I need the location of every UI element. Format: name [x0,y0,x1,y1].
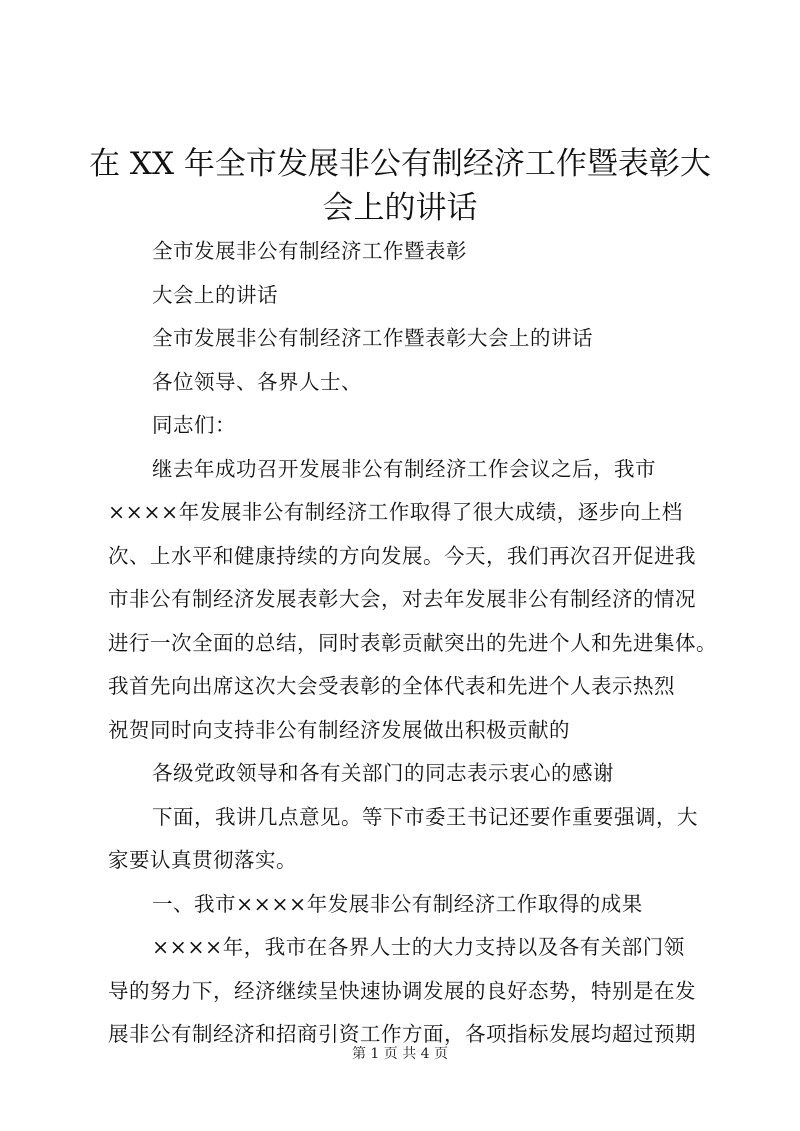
body-line: 祝贺同时向支持非公有制经济发展做出积极贡献的 [108,717,570,742]
body-line: 进行一次全面的总结，同时表彰贡献突出的先进个人和先进集体。 [108,630,717,655]
body-line: 同志们： [152,413,236,437]
body-line: 各级党政领导和各有关部门的同志表示衷心的感谢 [152,761,614,785]
body-line: 一、我市××××年发展非公有制经济工作取得的成果 [152,891,643,916]
body-line: 导的努力下，经济继续呈快速协调发展的良好态势，特别是在发 [108,978,696,1003]
body-line: 大会上的讲话 [152,282,278,307]
body-line: 次、上水平和健康持续的方向发展。今天，我们再次召开促进我 [108,543,696,568]
body-line: 继去年成功召开发展非公有制经济工作会议之后，我市 [152,456,656,481]
body-line: 下面，我讲几点意见。等下市委王书记还要作重要强调，大 [152,804,698,829]
body-line: ××××年，我市在各界人士的大力支持以及各有关部门领 [152,935,685,959]
body-line: 市非公有制经济发展表彰大会，对去年发展非公有制经济的情况 [108,587,696,611]
body-line: ××××年发展非公有制经济工作取得了很大成绩，逐步向上档 [108,500,683,524]
page-footer: 第 1 页 共 4 页 [351,1046,449,1062]
document-body [108,230,720,1057]
body-line: 各位领导、各界人士、 [152,369,362,394]
document-title-line-2: 会上的讲话 [322,190,478,226]
body-line: 家要认真贯彻落实。 [108,848,297,872]
body-line: 全市发展非公有制经济工作暨表彰大会上的讲话 [152,326,593,350]
document-title-line-1: 在 XX 年全市发展非公有制经济工作暨表彰大 [89,146,711,182]
body-line: 全市发展非公有制经济工作暨表彰 [152,239,467,263]
body-line: 展非公有制经济和招商引资工作方面，各项指标发展均超过预期 [108,1022,696,1046]
body-line: 我首先向出席这次大会受表彰的全体代表和先进个人表示热烈 [108,674,675,698]
